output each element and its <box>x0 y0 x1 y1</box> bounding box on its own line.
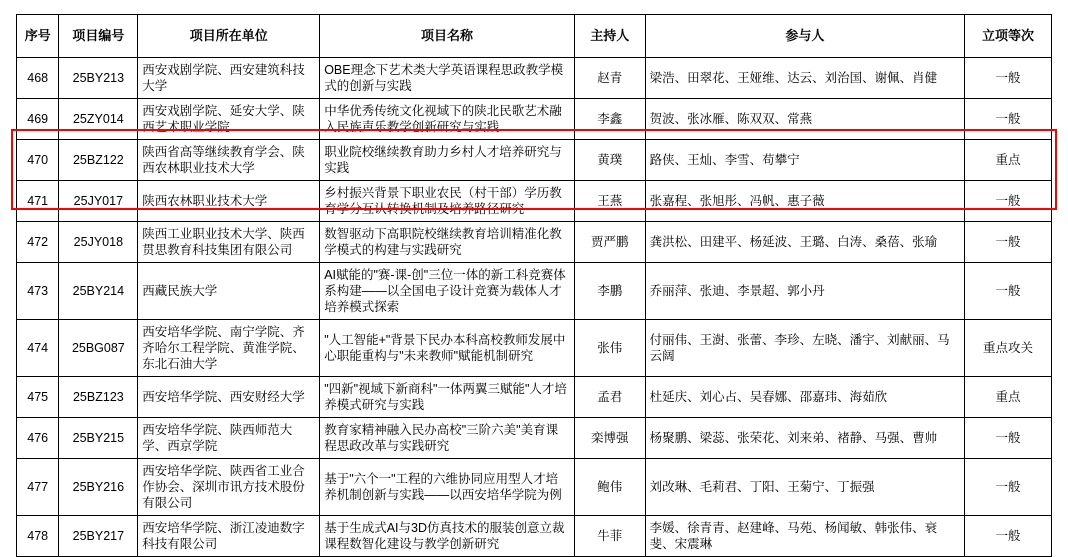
cell-host: 赵青 <box>574 58 645 99</box>
cell-members: 付丽伟、王澍、张蕾、李珍、左晓、潘宇、刘献丽、马云阔 <box>645 320 964 377</box>
cell-level: 一般 <box>965 181 1052 222</box>
cell-seq: 470 <box>17 140 59 181</box>
cell-level: 一般 <box>965 99 1052 140</box>
cell-level: 一般 <box>965 222 1052 263</box>
cell-code: 25JY017 <box>59 181 138 222</box>
cell-host: 张伟 <box>574 320 645 377</box>
cell-host: 鲍伟 <box>574 459 645 516</box>
cell-level: 一般 <box>965 459 1052 516</box>
cell-members: 梁浩、田翠花、王娅维、达云、刘治国、谢佩、肖健 <box>645 58 964 99</box>
cell-title: OBE理念下艺术类大学英语课程思政教学模式的创新与实践 <box>320 58 575 99</box>
cell-level: 一般 <box>965 58 1052 99</box>
table-row <box>17 418 1052 459</box>
table-row <box>17 459 1052 516</box>
cell-code: 25ZY014 <box>59 99 138 140</box>
cell-level: 重点 <box>965 377 1052 418</box>
cell-members: 龚洪松、田建平、杨延波、王璐、白涛、桑蓓、张瑜 <box>645 222 964 263</box>
cell-title: 教育家精神融入民办高校"三阶六美"美育课程思政改革与实践研究 <box>320 418 575 459</box>
table-row-highlighted <box>17 181 1052 222</box>
column-header-members: 参与人 <box>645 15 964 58</box>
cell-title: 数智驱动下高职院校继续教育培训精准化教学模式的构建与实践研究 <box>320 222 575 263</box>
table-row <box>17 58 1052 99</box>
cell-members: 杨聚鹏、梁蕊、张荣花、刘来弟、褚静、马强、曹帅 <box>645 418 964 459</box>
cell-host: 李鑫 <box>574 99 645 140</box>
cell-host: 李鹏 <box>574 263 645 320</box>
cell-seq: 477 <box>17 459 59 516</box>
cell-members: 刘改琳、毛莉君、丁阳、王菊宁、丁振强 <box>645 459 964 516</box>
table-row <box>17 320 1052 377</box>
cell-code: 25BY215 <box>59 418 138 459</box>
cell-seq: 474 <box>17 320 59 377</box>
column-header-host: 主持人 <box>574 15 645 58</box>
cell-host: 栾博强 <box>574 418 645 459</box>
cell-unit: 西安培华学院、浙江凌迪数字科技有限公司 <box>138 516 320 557</box>
cell-code: 25BY216 <box>59 459 138 516</box>
cell-seq: 472 <box>17 222 59 263</box>
cell-seq: 478 <box>17 516 59 557</box>
cell-title: 基于"六个一"工程的六维协同应用型人才培养机制创新与实践——以西安培华学院为例 <box>320 459 575 516</box>
cell-seq: 471 <box>17 181 59 222</box>
cell-host: 贾严鹏 <box>574 222 645 263</box>
cell-code: 25JY018 <box>59 222 138 263</box>
cell-level: 重点攻关 <box>965 320 1052 377</box>
cell-title: 乡村振兴背景下职业农民（村干部）学历教育学分互认转换机制及培养路径研究 <box>320 181 575 222</box>
table-body <box>17 58 1052 557</box>
cell-seq: 473 <box>17 263 59 320</box>
cell-host: 黄璞 <box>574 140 645 181</box>
table-row-highlighted <box>17 140 1052 181</box>
column-header-unit: 项目所在单位 <box>138 15 320 58</box>
cell-title: 基于生成式AI与3D仿真技术的服装创意立裁课程数智化建设与教学创新研究 <box>320 516 575 557</box>
column-header-code: 项目编号 <box>59 15 138 58</box>
cell-level: 一般 <box>965 516 1052 557</box>
table-header <box>17 15 1052 58</box>
cell-title: 中华优秀传统文化视域下的陕北民歌艺术融入民族声乐教学创新研究与实践 <box>320 99 575 140</box>
cell-code: 25BZ122 <box>59 140 138 181</box>
cell-unit: 西安培华学院、南宁学院、齐齐哈尔工程学院、黄淮学院、东北石油大学 <box>138 320 320 377</box>
cell-unit: 西安培华学院、陕西师范大学、西京学院 <box>138 418 320 459</box>
cell-seq: 476 <box>17 418 59 459</box>
cell-title: 职业院校继续教育助力乡村人才培养研究与实践 <box>320 140 575 181</box>
table-row <box>17 377 1052 418</box>
cell-unit: 西安戏剧学院、西安建筑科技大学 <box>138 58 320 99</box>
cell-members: 张嘉程、张旭彤、冯帆、惠子薇 <box>645 181 964 222</box>
cell-level: 一般 <box>965 418 1052 459</box>
cell-unit: 西藏民族大学 <box>138 263 320 320</box>
cell-title: "四新"视域下新商科"一体两翼三赋能"人才培养模式研究与实践 <box>320 377 575 418</box>
cell-unit: 陕西省高等继续教育学会、陕西农林职业技术大学 <box>138 140 320 181</box>
column-header-seq: 序号 <box>17 15 59 58</box>
cell-members: 李媛、徐青青、赵建峰、马苑、杨闻敏、韩张伟、衰斐、宋震琳 <box>645 516 964 557</box>
column-header-title: 项目名称 <box>320 15 575 58</box>
cell-members: 路侠、王灿、李雪、苟攀宁 <box>645 140 964 181</box>
cell-code: 25BY214 <box>59 263 138 320</box>
cell-host: 孟君 <box>574 377 645 418</box>
cell-unit: 西安戏剧学院、延安大学、陕西艺术职业学院 <box>138 99 320 140</box>
cell-unit: 陕西农林职业技术大学 <box>138 181 320 222</box>
cell-code: 25BY213 <box>59 58 138 99</box>
cell-members: 杜延庆、刘心占、吴春娜、邵嘉玮、海茹欣 <box>645 377 964 418</box>
cell-title: AI赋能的"赛-课-创"三位一体的新工科竞赛体系构建——以全国电子设计竞赛为载体人才培养模式探索 <box>320 263 575 320</box>
cell-code: 25BG087 <box>59 320 138 377</box>
cell-seq: 468 <box>17 58 59 99</box>
projects-table <box>16 14 1052 557</box>
cell-host: 牛菲 <box>574 516 645 557</box>
cell-code: 25BY217 <box>59 516 138 557</box>
column-header-level: 立项等次 <box>965 15 1052 58</box>
cell-level: 重点 <box>965 140 1052 181</box>
table-row <box>17 222 1052 263</box>
table-header-row <box>17 15 1052 58</box>
cell-seq: 469 <box>17 99 59 140</box>
cell-host: 王燕 <box>574 181 645 222</box>
cell-members: 乔丽萍、张迪、李景超、郭小丹 <box>645 263 964 320</box>
cell-unit: 西安培华学院、西安财经大学 <box>138 377 320 418</box>
cell-unit: 陕西工业职业技术大学、陕西贯思教育科技集团有限公司 <box>138 222 320 263</box>
cell-unit: 西安培华学院、陕西省工业合作协会、深圳市讯方技术股份有限公司 <box>138 459 320 516</box>
cell-members: 贺波、张冰雁、陈双双、常燕 <box>645 99 964 140</box>
cell-level: 一般 <box>965 263 1052 320</box>
table-row <box>17 516 1052 557</box>
cell-seq: 475 <box>17 377 59 418</box>
table-row <box>17 263 1052 320</box>
cell-code: 25BZ123 <box>59 377 138 418</box>
table-row <box>17 99 1052 140</box>
cell-title: "人工智能+"背景下民办本科高校教师发展中心职能重构与"未来教师"赋能机制研究 <box>320 320 575 377</box>
